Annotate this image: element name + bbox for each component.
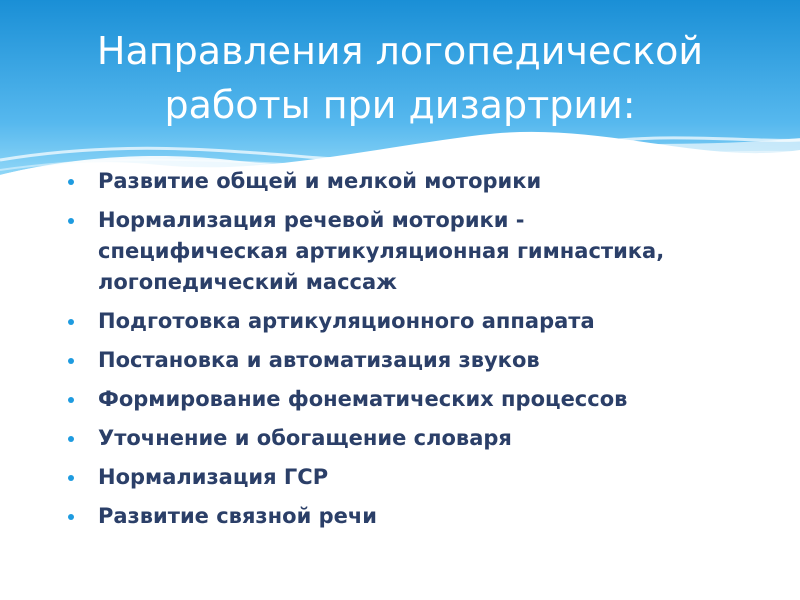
list-item: [52, 205, 772, 298]
bullet-line: Уточнение и обогащение словаря: [98, 426, 512, 450]
bullet-text: [98, 166, 772, 197]
bullet-dot-icon: [68, 179, 74, 185]
list-item: [52, 306, 772, 337]
bullet-text: [98, 462, 772, 493]
bullet-line: Нормализация ГСР: [98, 465, 329, 489]
bullet-list: [52, 166, 772, 540]
bullet-line: Развитие общей и мелкой моторики: [98, 169, 542, 193]
list-item: [52, 423, 772, 454]
list-item: [52, 501, 772, 532]
bullet-dot-icon: [68, 358, 74, 364]
bullet-dot-icon: [68, 436, 74, 442]
slide-title-line: Направления логопедической: [96, 29, 704, 73]
bullet-dot-icon: [68, 319, 74, 325]
bullet-text: [98, 384, 772, 415]
bullet-line: Формирование фонематических процессов: [98, 387, 628, 411]
bullet-text: [98, 345, 772, 376]
list-item: [52, 462, 772, 493]
bullet-text: [98, 501, 772, 532]
bullet-dot-icon: [68, 475, 74, 481]
bullet-line: специфическая артикуляционная гимнастика,: [98, 239, 665, 263]
list-item: [52, 166, 772, 197]
bullet-line: Развитие связной речи: [98, 504, 377, 528]
bullet-line: логопедический массаж: [98, 270, 398, 294]
bullet-dot-icon: [68, 397, 74, 403]
list-item: [52, 384, 772, 415]
bullet-dot-icon: [68, 514, 74, 520]
bullet-text: [98, 423, 772, 454]
slide-title-line: работы при дизартрии:: [164, 83, 636, 127]
bullet-line: Постановка и автоматизация звуков: [98, 348, 540, 372]
bullet-text: [98, 205, 772, 298]
bullet-line: Подготовка артикуляционного аппарата: [98, 309, 595, 333]
slide-title: [40, 24, 760, 132]
bullet-dot-icon: [68, 218, 74, 224]
bullet-text: [98, 306, 772, 337]
list-item: [52, 345, 772, 376]
bullet-line: Нормализация речевой моторики -: [98, 208, 525, 232]
